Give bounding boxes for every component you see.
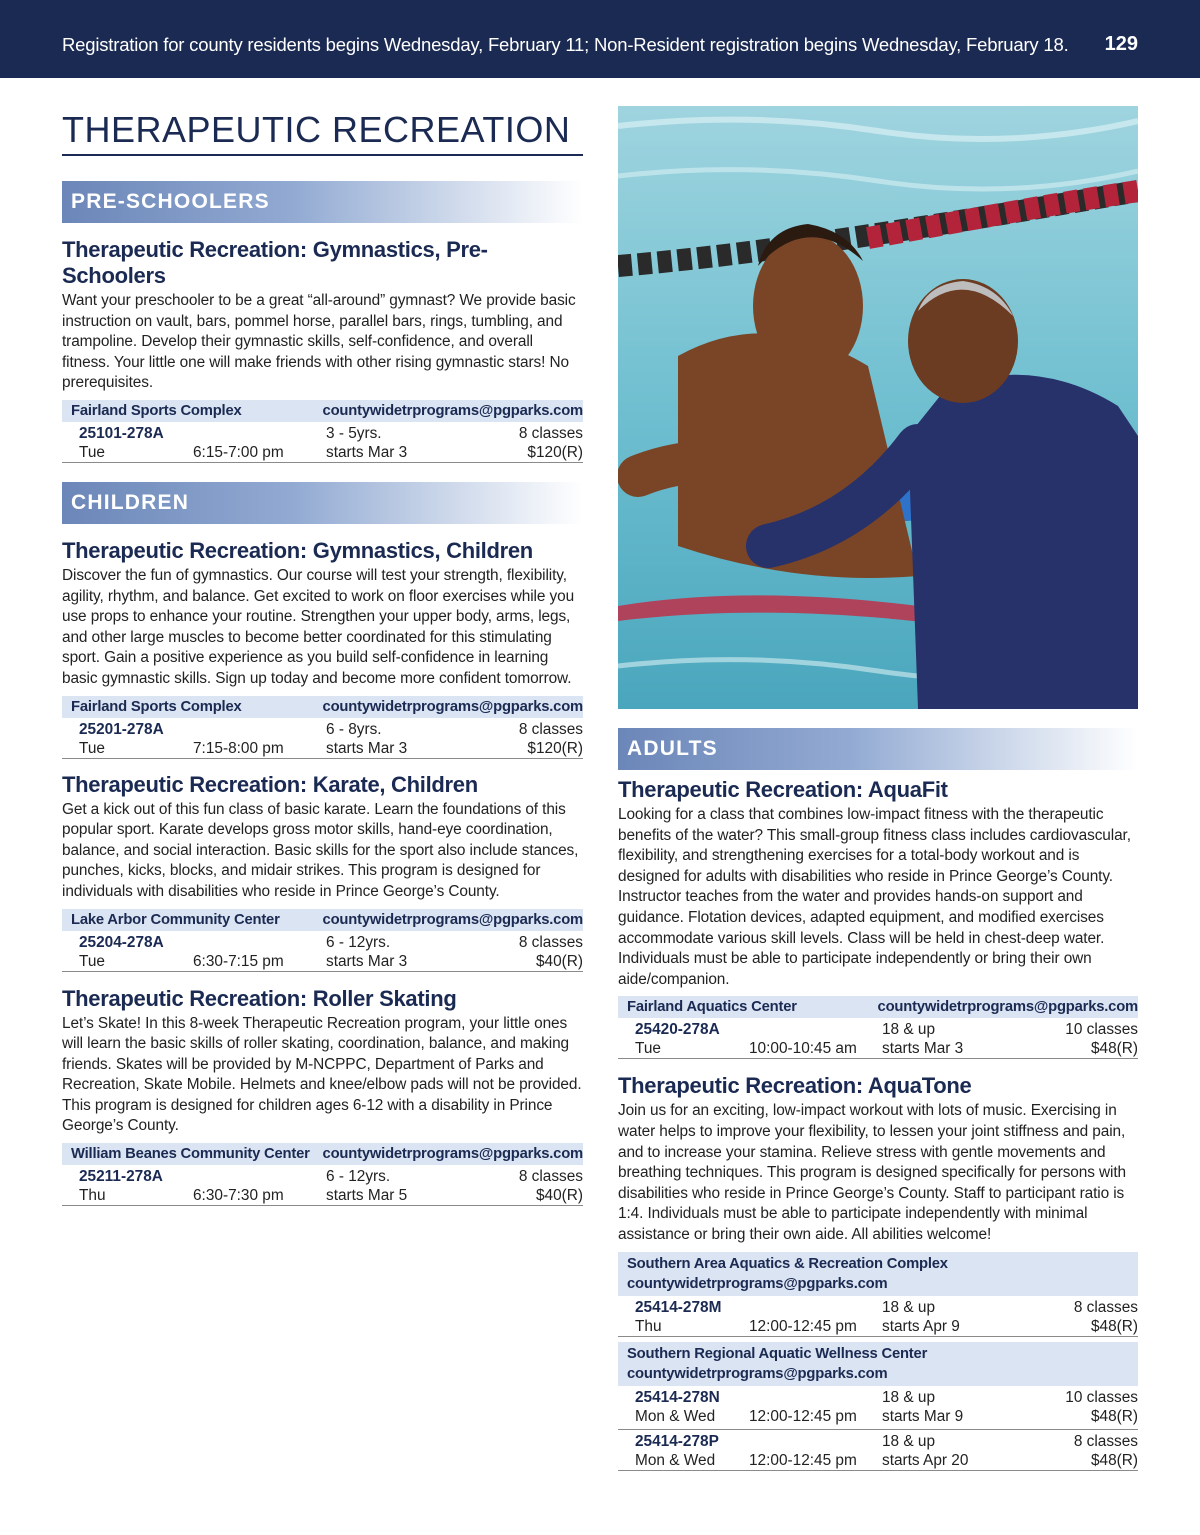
fee: $120(R) bbox=[527, 739, 583, 757]
contact-email[interactable]: countywidetrprograms@pgparks.com bbox=[627, 1275, 888, 1292]
age-range: 18 & up bbox=[882, 1432, 936, 1450]
contact-email[interactable]: countywidetrprograms@pgparks.com bbox=[627, 1365, 888, 1382]
session-row bbox=[618, 1430, 1138, 1471]
session-day: Tue bbox=[79, 739, 105, 757]
contact-email[interactable]: countywidetrprograms@pgparks.com bbox=[322, 402, 583, 419]
session-time: 12:00-12:45 pm bbox=[749, 1317, 857, 1335]
program-title: Therapeutic Recreation: Gymnastics, Pre-Schoolers bbox=[62, 237, 488, 288]
location-name: Fairland Aquatics Center bbox=[627, 999, 797, 1016]
start-date: starts Mar 9 bbox=[882, 1407, 964, 1425]
fee: $48(R) bbox=[1090, 1407, 1138, 1425]
course-code: 25414-278M bbox=[635, 1298, 722, 1316]
course-code: 25204-278A bbox=[79, 933, 164, 951]
session-day: Tue bbox=[635, 1040, 661, 1058]
program-karate-children bbox=[62, 772, 583, 972]
program-description: Discover the fun of gymnastics. Our course will test your strength, flexibility, agility, rhythm, and balance. Get excited to work on floor exercises while you use props to enhance your routine. Strengthen your upper body, arms, legs, and other large muscles to become better coordinated for this stimulating sport. Gain a positive experience as you build self-confidence in learning basic gymnastic skills. Sign up today and become more confident tomorrow. bbox=[62, 566, 575, 687]
program-title: Therapeutic Recreation: Karate, Children bbox=[62, 771, 478, 797]
course-code: 25414-278N bbox=[635, 1388, 720, 1406]
contact-email[interactable]: countywidetrprograms@pgparks.com bbox=[322, 698, 583, 715]
class-count: 8 classes bbox=[518, 1168, 583, 1186]
class-count: 8 classes bbox=[1073, 1298, 1138, 1316]
course-code: 25211-278A bbox=[79, 1168, 163, 1186]
section-band-preschoolers: PRE-SCHOOLERS bbox=[62, 181, 583, 223]
class-count: 8 classes bbox=[518, 424, 583, 442]
session-time: 6:15-7:00 pm bbox=[193, 443, 284, 461]
course-code: 25420-278A bbox=[635, 1021, 720, 1039]
session-day: Mon & Wed bbox=[635, 1407, 716, 1425]
location-band bbox=[62, 909, 583, 931]
start-date: starts Mar 3 bbox=[882, 1040, 964, 1058]
age-range: 3 - 5yrs. bbox=[326, 424, 382, 442]
contact-email[interactable]: countywidetrprograms@pgparks.com bbox=[322, 911, 583, 928]
program-aquafit bbox=[618, 777, 1138, 1059]
session-row bbox=[62, 718, 583, 759]
session-day: Mon & Wed bbox=[635, 1451, 716, 1469]
start-date: starts Mar 3 bbox=[326, 739, 408, 757]
page-number: 129 bbox=[1104, 33, 1138, 55]
session-day: Tue bbox=[79, 952, 105, 970]
session-time: 12:00-12:45 pm bbox=[749, 1407, 857, 1425]
swimmers-illustration bbox=[618, 106, 1138, 709]
fee: $48(R) bbox=[1090, 1040, 1138, 1058]
location-band bbox=[62, 696, 583, 718]
session-row bbox=[618, 1296, 1138, 1337]
location-band bbox=[62, 1143, 583, 1165]
class-count: 8 classes bbox=[1073, 1432, 1138, 1450]
program-title: Therapeutic Recreation: AquaFit bbox=[618, 777, 948, 802]
pool-photo bbox=[618, 106, 1138, 709]
start-date: starts Mar 3 bbox=[326, 443, 408, 461]
session-row bbox=[62, 1165, 583, 1206]
fee: $48(R) bbox=[1090, 1451, 1138, 1469]
session-day: Thu bbox=[79, 1187, 106, 1205]
location-band bbox=[618, 996, 1138, 1018]
age-range: 18 & up bbox=[882, 1388, 936, 1406]
registration-note: Registration for county residents begins Wednesday, February 11; Non-Resident registration begins Wednesday, February 18. bbox=[62, 34, 1069, 55]
location-name: Fairland Sports Complex bbox=[71, 698, 242, 715]
session-row bbox=[618, 1386, 1138, 1430]
location-band bbox=[618, 1342, 1138, 1386]
start-date: starts Mar 5 bbox=[326, 1187, 408, 1205]
session-day: Tue bbox=[79, 443, 105, 461]
start-date: starts Apr 20 bbox=[882, 1451, 969, 1469]
program-description: Let’s Skate! In this 8-week Therapeutic Recreation program, your little ones will learn the basic skills of roller skating, coordination, balance, and making friends. Skates will be provided by M-NCPPC, Department of Parks and Recreation, Skate Mobile. Helmets and knee/elbow pads will not be provided. This program is designed for children ages 6-12 with a disability in Prince George’s County. bbox=[62, 1014, 582, 1135]
age-range: 18 & up bbox=[882, 1298, 936, 1316]
location-name: Lake Arbor Community Center bbox=[71, 911, 280, 928]
class-count: 10 classes bbox=[1065, 1021, 1138, 1039]
class-count: 8 classes bbox=[518, 933, 583, 951]
location-name: Fairland Sports Complex bbox=[71, 402, 242, 419]
program-title: Therapeutic Recreation: Roller Skating bbox=[62, 985, 457, 1011]
section-band-children: CHILDREN bbox=[62, 482, 583, 524]
fee: $120(R) bbox=[527, 443, 583, 461]
fee: $40(R) bbox=[535, 952, 583, 970]
contact-email[interactable]: countywidetrprograms@pgparks.com bbox=[877, 999, 1138, 1016]
session-row bbox=[618, 1018, 1138, 1059]
age-range: 6 - 12yrs. bbox=[326, 1168, 391, 1186]
class-count: 8 classes bbox=[518, 720, 583, 738]
location-name: Southern Regional Aquatic Wellness Center bbox=[627, 1345, 928, 1362]
session-time: 12:00-12:45 pm bbox=[749, 1451, 857, 1469]
program-gymnastics-children bbox=[62, 538, 583, 759]
location-band bbox=[618, 1252, 1138, 1296]
session-row bbox=[62, 931, 583, 972]
fee: $48(R) bbox=[1090, 1317, 1138, 1335]
session-time: 6:30-7:30 pm bbox=[193, 1187, 284, 1205]
start-date: starts Mar 3 bbox=[326, 952, 408, 970]
session-day: Thu bbox=[635, 1317, 662, 1335]
location-name: Southern Area Aquatics & Recreation Complex bbox=[627, 1255, 948, 1272]
session-row bbox=[62, 422, 583, 463]
fee: $40(R) bbox=[535, 1187, 583, 1205]
session-time: 7:15-8:00 pm bbox=[193, 739, 284, 757]
right-column bbox=[618, 106, 1138, 1471]
session-time: 10:00-10:45 am bbox=[749, 1040, 857, 1058]
course-code: 25414-278P bbox=[635, 1432, 719, 1450]
page-title: THERAPEUTIC RECREATION bbox=[62, 108, 583, 156]
start-date: starts Apr 9 bbox=[882, 1317, 960, 1335]
program-description: Get a kick out of this fun class of basic karate. Learn the foundations of this popular sport. Karate develops gross motor skills, hand-eye coordination, balance, and social interaction. Basic skills for the sport also include stances, punches, kicks, blocks, and midair strikes. This program is designed for individuals with disabilities who reside in Prince George’s County. bbox=[62, 800, 579, 900]
program-title: Therapeutic Recreation: Gymnastics, Children bbox=[62, 537, 533, 563]
age-range: 6 - 12yrs. bbox=[326, 933, 391, 951]
program-title: Therapeutic Recreation: AquaTone bbox=[618, 1073, 972, 1099]
course-code: 25101-278A bbox=[79, 424, 164, 442]
location-band bbox=[62, 400, 583, 422]
page-header-bar bbox=[0, 0, 1200, 78]
program-description: Looking for a class that combines low-impact fitness with the therapeutic benefits of the water? This small-group fitness class includes cardiovascular, flexibility, and strengthening exercises for a total-body workout and is designed for adults with disabilities who reside in Prince George’s County. Instructor teaches from the water and provides hands-on support and guidance. Flotation devices, adapted equipment, and modified exercises accommodate various skill levels. Class will be held in chest-deep water. Individuals must be able to participate independently or bring their own aide/companion. bbox=[618, 806, 1131, 988]
course-code: 25201-278A bbox=[79, 720, 164, 738]
age-range: 18 & up bbox=[882, 1021, 936, 1039]
contact-email[interactable]: countywidetrprograms@pgparks.com bbox=[322, 1146, 583, 1163]
left-column bbox=[62, 108, 583, 1206]
session-time: 6:30-7:15 pm bbox=[193, 952, 284, 970]
location-name: William Beanes Community Center bbox=[71, 1146, 310, 1163]
program-roller-skating bbox=[62, 986, 583, 1207]
program-description: Want your preschooler to be a great “all-around” gymnast? We provide basic instruction on vault, bars, pommel horse, parallel bars, rings, tumbling, and trampoline. Develop their gymnastic skills, self-confidence, and overall fitness. Your little one will make friends with other rising gymnastic stars! No prerequisites. bbox=[62, 292, 576, 392]
section-band-adults: ADULTS bbox=[618, 728, 1138, 770]
class-count: 10 classes bbox=[1065, 1388, 1138, 1406]
program-description: Join us for an exciting, low-impact workout with lots of music. Exercising in water helps to improve your flexibility, to lessen your joint stiffness and pain, and to increase your stamina. Relieve stress with gentle movements and breathing techniques. This program is designed specifically for persons with disabilities who reside in Prince George’s County. Staff to participant ratio is 1:4. Individuals must be able to participate independently with minimal assistance or bring their own aide. All abilities welcome! bbox=[618, 1102, 1126, 1243]
program-gymnastics-preschoolers bbox=[62, 237, 583, 463]
age-range: 6 - 8yrs. bbox=[326, 720, 382, 738]
program-aquatone bbox=[618, 1073, 1138, 1470]
